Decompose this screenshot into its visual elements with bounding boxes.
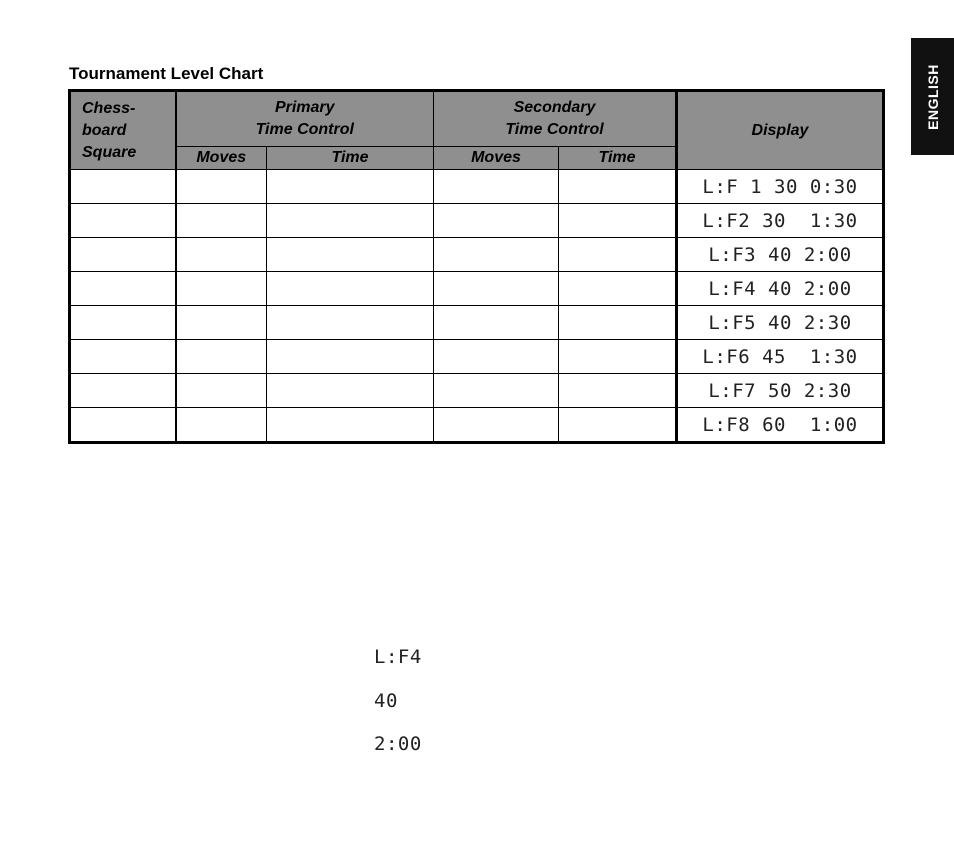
cell-primary-moves bbox=[176, 238, 267, 272]
cell-secondary-time bbox=[559, 204, 677, 238]
cell-primary-time bbox=[267, 170, 434, 204]
language-tab bbox=[911, 38, 954, 155]
table-row bbox=[70, 272, 884, 306]
table-row bbox=[70, 204, 884, 238]
cell-primary-moves bbox=[176, 340, 267, 374]
cell-secondary-moves bbox=[434, 238, 559, 272]
cell-display: L:F5 40 2:30 bbox=[677, 306, 884, 340]
cell-primary-moves bbox=[176, 306, 267, 340]
cell-primary-time bbox=[267, 340, 434, 374]
header-secondary-time-control: Secondary Time Control bbox=[434, 91, 677, 147]
table-row bbox=[70, 238, 884, 272]
cell-secondary-moves bbox=[434, 340, 559, 374]
cell-square bbox=[70, 340, 176, 374]
cell-primary-time bbox=[267, 306, 434, 340]
cell-display: L:F7 50 2:30 bbox=[677, 374, 884, 408]
cell-primary-moves bbox=[176, 408, 267, 443]
cell-square bbox=[70, 408, 176, 443]
cell-secondary-time bbox=[559, 306, 677, 340]
cell-primary-time bbox=[267, 272, 434, 306]
cell-display: L:F4 40 2:00 bbox=[677, 272, 884, 306]
display-example-moves: 40 bbox=[374, 690, 398, 712]
tournament-level-table bbox=[68, 89, 885, 444]
cell-display: L:F2 30 1:30 bbox=[677, 204, 884, 238]
cell-square bbox=[70, 272, 176, 306]
header-primary-time: Time bbox=[267, 147, 434, 170]
display-example-time: 2:00 bbox=[374, 733, 422, 755]
cell-secondary-time bbox=[559, 238, 677, 272]
header-secondary-time: Time bbox=[559, 147, 677, 170]
cell-square bbox=[70, 204, 176, 238]
cell-square bbox=[70, 238, 176, 272]
table-row bbox=[70, 408, 884, 443]
cell-primary-time bbox=[267, 408, 434, 443]
cell-primary-moves bbox=[176, 374, 267, 408]
display-example-level: L:F4 bbox=[374, 646, 422, 668]
table-row bbox=[70, 374, 884, 408]
cell-primary-time bbox=[267, 238, 434, 272]
cell-secondary-moves bbox=[434, 408, 559, 443]
cell-square bbox=[70, 374, 176, 408]
cell-secondary-moves bbox=[434, 204, 559, 238]
cell-secondary-moves bbox=[434, 374, 559, 408]
cell-secondary-time bbox=[559, 272, 677, 306]
cell-primary-time bbox=[267, 374, 434, 408]
cell-display: L:F8 60 1:00 bbox=[677, 408, 884, 443]
header-primary-moves: Moves bbox=[176, 147, 267, 170]
cell-display: L:F3 40 2:00 bbox=[677, 238, 884, 272]
cell-secondary-time bbox=[559, 170, 677, 204]
cell-square bbox=[70, 306, 176, 340]
cell-secondary-time bbox=[559, 408, 677, 443]
chart-title: Tournament Level Chart bbox=[69, 64, 264, 83]
cell-square bbox=[70, 170, 176, 204]
table-row bbox=[70, 170, 884, 204]
language-tab-label: ENGLISH bbox=[924, 63, 941, 130]
cell-primary-moves bbox=[176, 170, 267, 204]
cell-primary-time bbox=[267, 204, 434, 238]
table-row bbox=[70, 306, 884, 340]
cell-secondary-moves bbox=[434, 272, 559, 306]
header-secondary-moves: Moves bbox=[434, 147, 559, 170]
header-primary-time-control: Primary Time Control bbox=[176, 91, 434, 147]
header-display: Display bbox=[677, 91, 884, 170]
cell-display: L:F 1 30 0:30 bbox=[677, 170, 884, 204]
cell-secondary-moves bbox=[434, 306, 559, 340]
cell-secondary-time bbox=[559, 374, 677, 408]
cell-primary-moves bbox=[176, 204, 267, 238]
cell-display: L:F6 45 1:30 bbox=[677, 340, 884, 374]
header-chessboard-square: Chess- board Square bbox=[70, 91, 176, 170]
cell-secondary-time bbox=[559, 340, 677, 374]
cell-primary-moves bbox=[176, 272, 267, 306]
table-row bbox=[70, 340, 884, 374]
cell-secondary-moves bbox=[434, 170, 559, 204]
